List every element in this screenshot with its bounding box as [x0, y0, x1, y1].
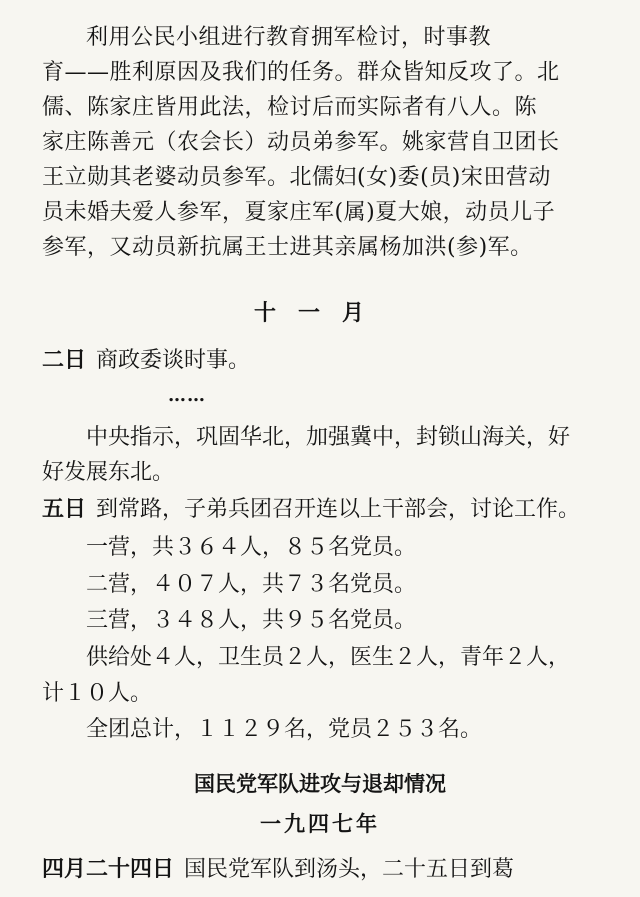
- text-line: 利用公民小组进行教育拥军检讨，时事教: [86, 25, 492, 50]
- entry-date: 四月二十四日: [42, 857, 175, 882]
- text-line: 儒、陈家庄皆用此法，检讨后而实际者有八人。陈: [42, 95, 538, 120]
- ellipsis: ……: [168, 385, 206, 406]
- battalion-3-stats: 三营，３４８人，共９５名党员。: [86, 608, 417, 633]
- entry-text: 国民党军队到汤头，二十五日到葛: [184, 857, 515, 882]
- entry-day5: [42, 492, 580, 523]
- intro-paragraph: [42, 20, 618, 265]
- entry-day2: [42, 343, 250, 374]
- month-heading: 十一月: [253, 301, 386, 326]
- battalion-1-stats: 一营，共３６４人，８５名党员。: [86, 535, 417, 560]
- text-line: 王立勋其老婆动员参军。北儒妇(女)委(员)宋田营动: [42, 165, 551, 190]
- text-line: 员未婚夫爱人参军，夏家庄军(属)夏大娘，动员儿子: [42, 200, 556, 225]
- text-line: 参军，又动员新抗属王士进其亲属杨加洪(参)军。: [42, 235, 533, 260]
- directive-line-2: 好发展东北。: [42, 460, 175, 485]
- supply-line-1: 供给处４人，卫生员２人，医生２人，青年２人，: [86, 645, 571, 670]
- entry-text: 商政委谈时事。: [96, 348, 251, 373]
- section-title: 国民党军队进攻与退却情况: [194, 772, 446, 796]
- battalion-2-stats: 二营，４０７人，共７３名党员。: [86, 572, 417, 597]
- entry-date: 二日: [42, 348, 87, 373]
- total-stats: 全团总计，１１２９名，党员２５３名。: [86, 717, 483, 742]
- directive-line-1: 中央指示，巩固华北，加强冀中，封锁山海关，好: [86, 425, 571, 450]
- text-line: 育——胜利原因及我们的任务。群众皆知反攻了。北: [42, 60, 560, 85]
- entry-text: 到常路，子弟兵团召开连以上干部会，讨论工作。: [96, 497, 581, 522]
- entry-april-24: [42, 852, 514, 883]
- year-title: 一九四七年: [260, 812, 380, 836]
- supply-line-2: 计１０人。: [42, 681, 153, 706]
- entry-date: 五日: [42, 497, 87, 522]
- text-line: 家庄陈善元（农会长）动员弟参军。姚家营自卫团长: [42, 130, 560, 155]
